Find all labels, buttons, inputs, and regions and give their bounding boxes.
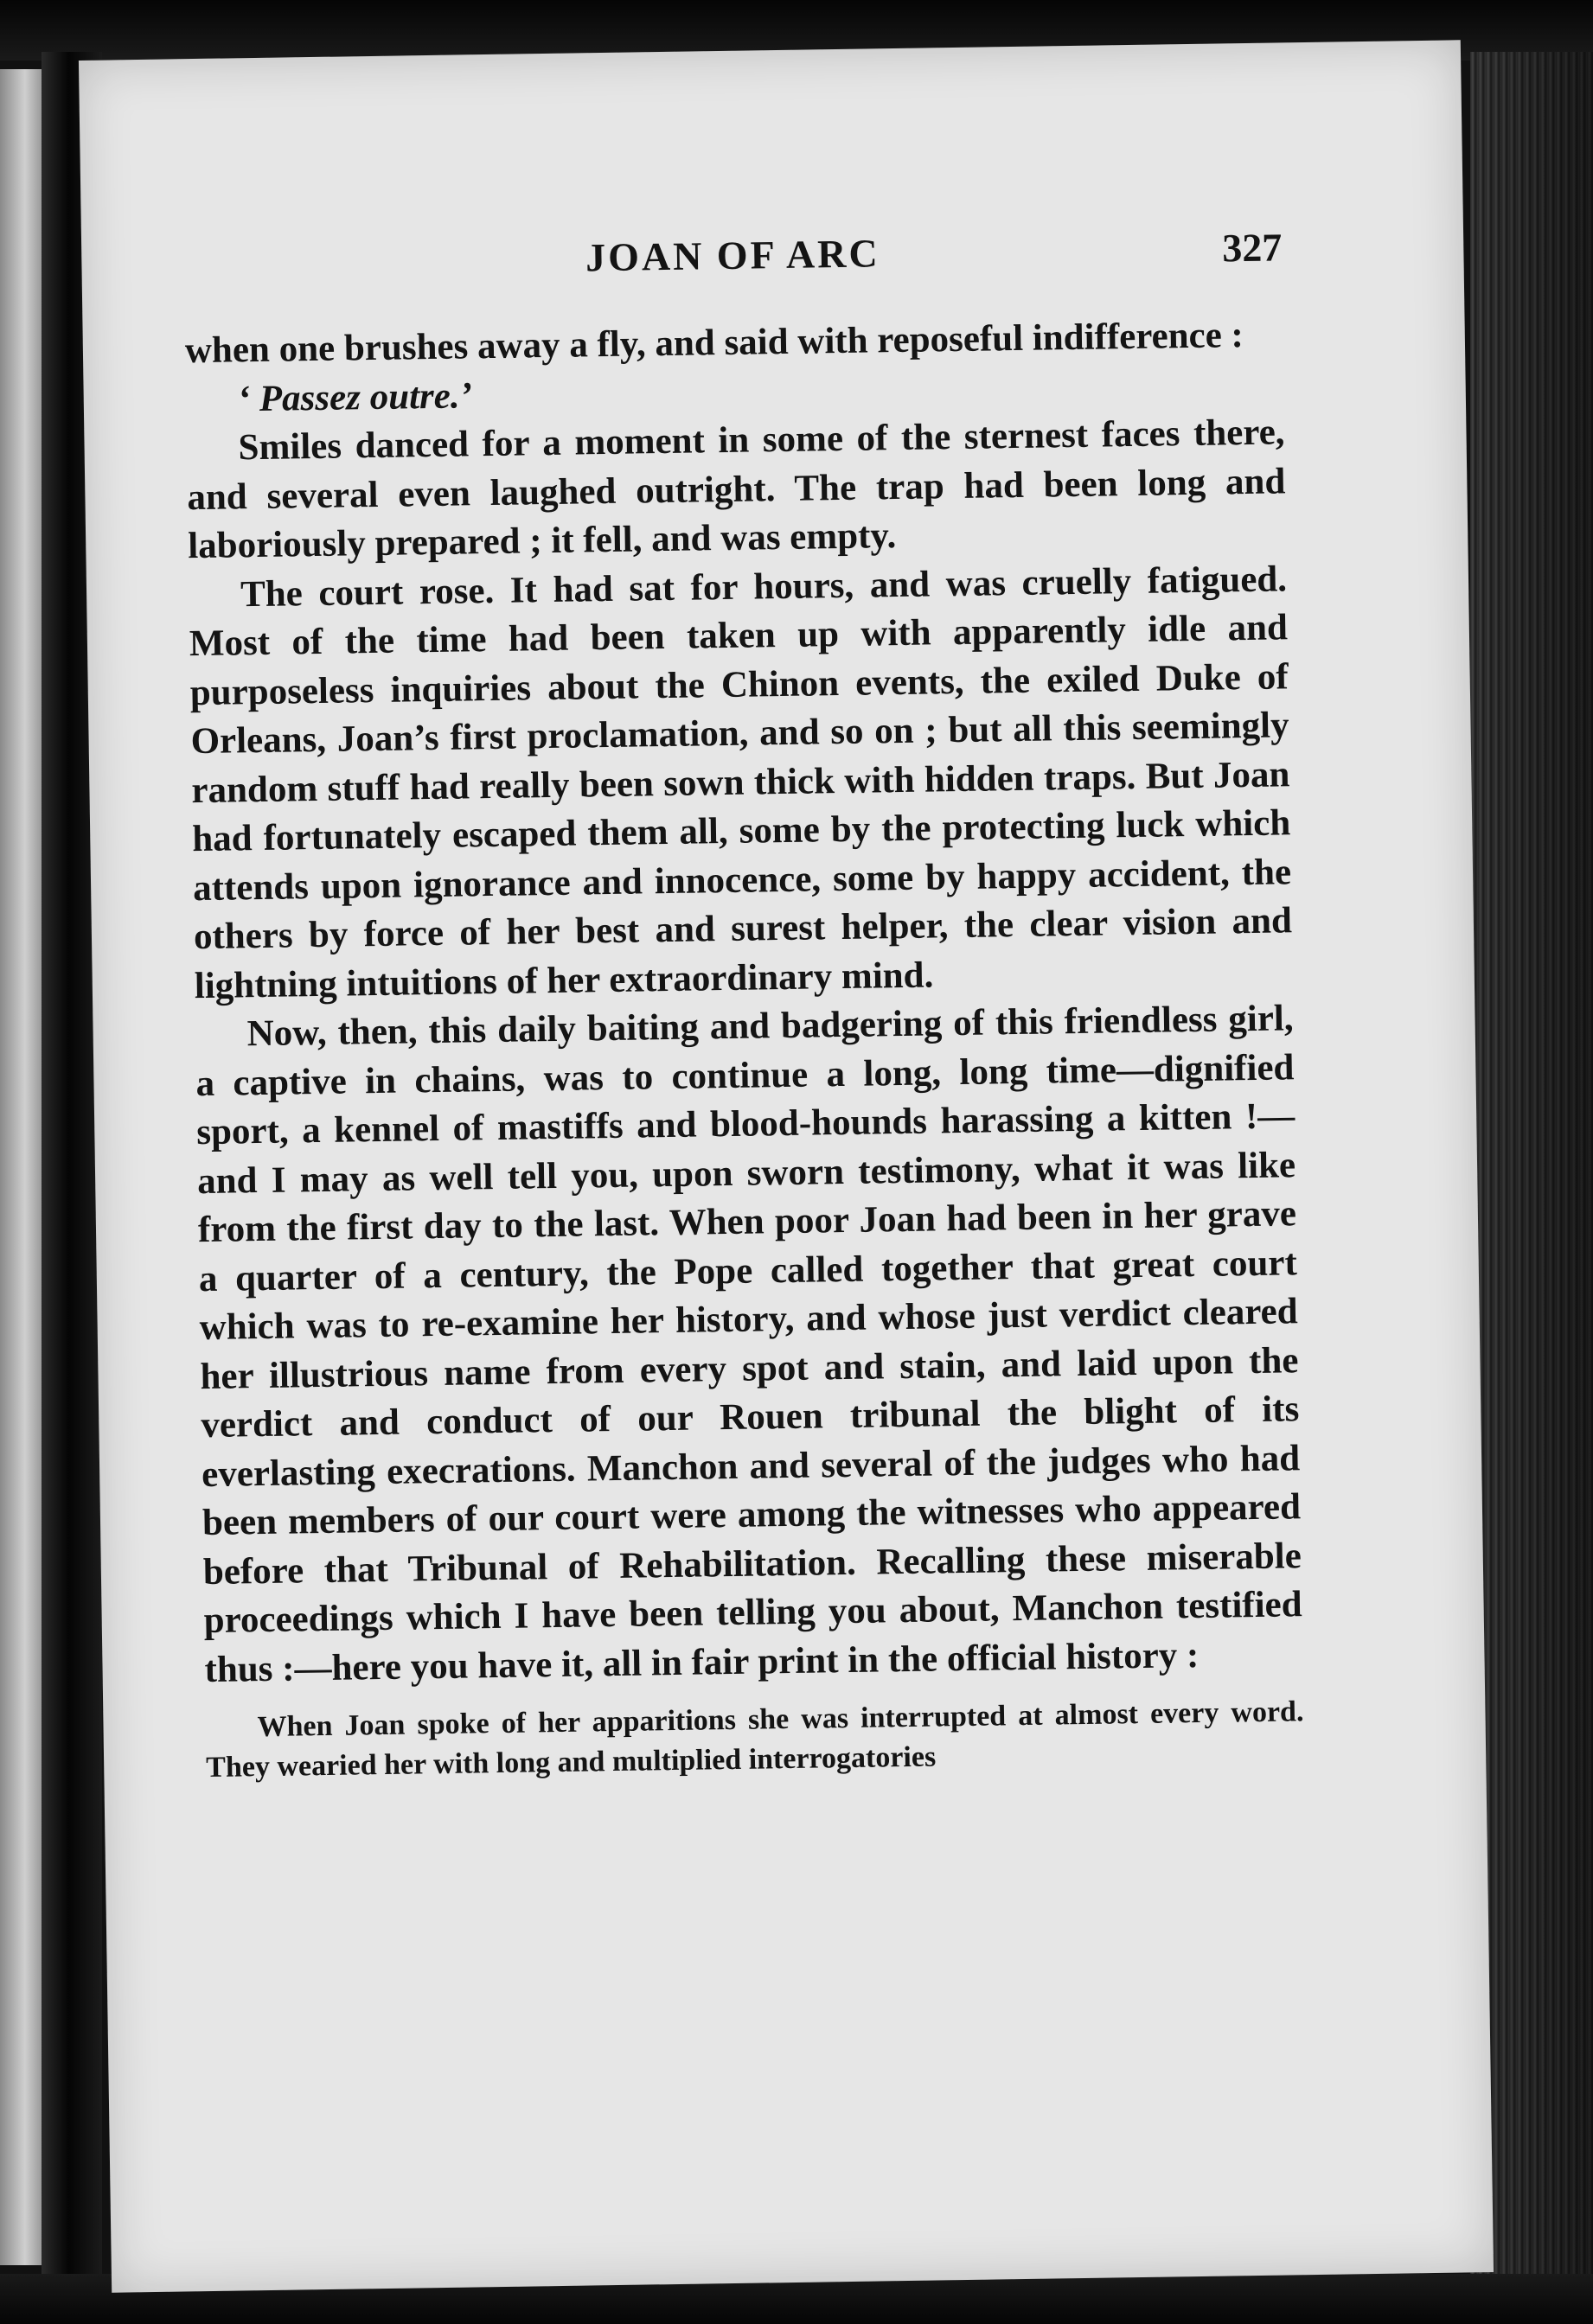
running-head: [183, 224, 1283, 327]
quoted-reply: ‘ Passez outre.’: [237, 374, 473, 419]
paragraph: Smiles danced for a moment in some of the sternest faces there, and several even laughed outright. The trap had been long and laboriously prepared ; it fell, and was empty.: [187, 412, 1286, 567]
paragraph: The court rose. It had sat for hours, and was cruelly fatigued. Most of the time had been taken up with apparently idle and purposeless inquiries about the Chinon events, the exiled Duke of Orleans, Joan’s first proclamation, and so on ; but all this seemingly random stuff had really been sown thick with hidden traps. But Joan had fortunately escaped them all, some by the protecting luck which attends upon ignorance and innocence, some by happy accident, the others by force of her best and surest helper, the clear vision and lightning intuitions of her extraordinary mind.: [189, 558, 1293, 1006]
paragraph: Now, then, this daily baiting and badgering of this friendless girl, a captive in chains, was to continue a long, long time—dignified sport, a kennel of mastiffs and blood-hounds harassing a kitten !—and I may as well tell you, upon sworn testimony, what it was like from the first day to the last. When poor Joan had been in her grave a quarter of a century, the Pope called together that great court which was to re-examine her history, and whose just verdict cleared her illustrious name from every spot and stain, and laid upon the verdict and conduct of our Rouen tribunal the blight of its everlasting execrations. Manchon and several of the judges who had been members of our court were among the witnesses who appeared before that Tribunal of Rehabilitation. Recalling these miserable proceedings which I have been telling you about, Manchon testified thus :—here you have it, all in fair print in the official history :: [195, 998, 1302, 1690]
running-title: JOAN OF ARC: [585, 231, 880, 280]
body-text: [185, 310, 1303, 1695]
paragraph-continuation: when one brushes away a fly, and said with reposeful indifference :: [184, 315, 1244, 372]
facing-page-edge: [0, 69, 42, 2265]
quoted-extract: When Joan spoke of her apparitions she was interrupted at almost every word. They wearied her with long and multiplied interrogatories: [205, 1695, 1304, 1784]
page-text-block: [183, 224, 1304, 1788]
page-number: 327: [1221, 225, 1283, 271]
book-page: [79, 40, 1494, 2292]
